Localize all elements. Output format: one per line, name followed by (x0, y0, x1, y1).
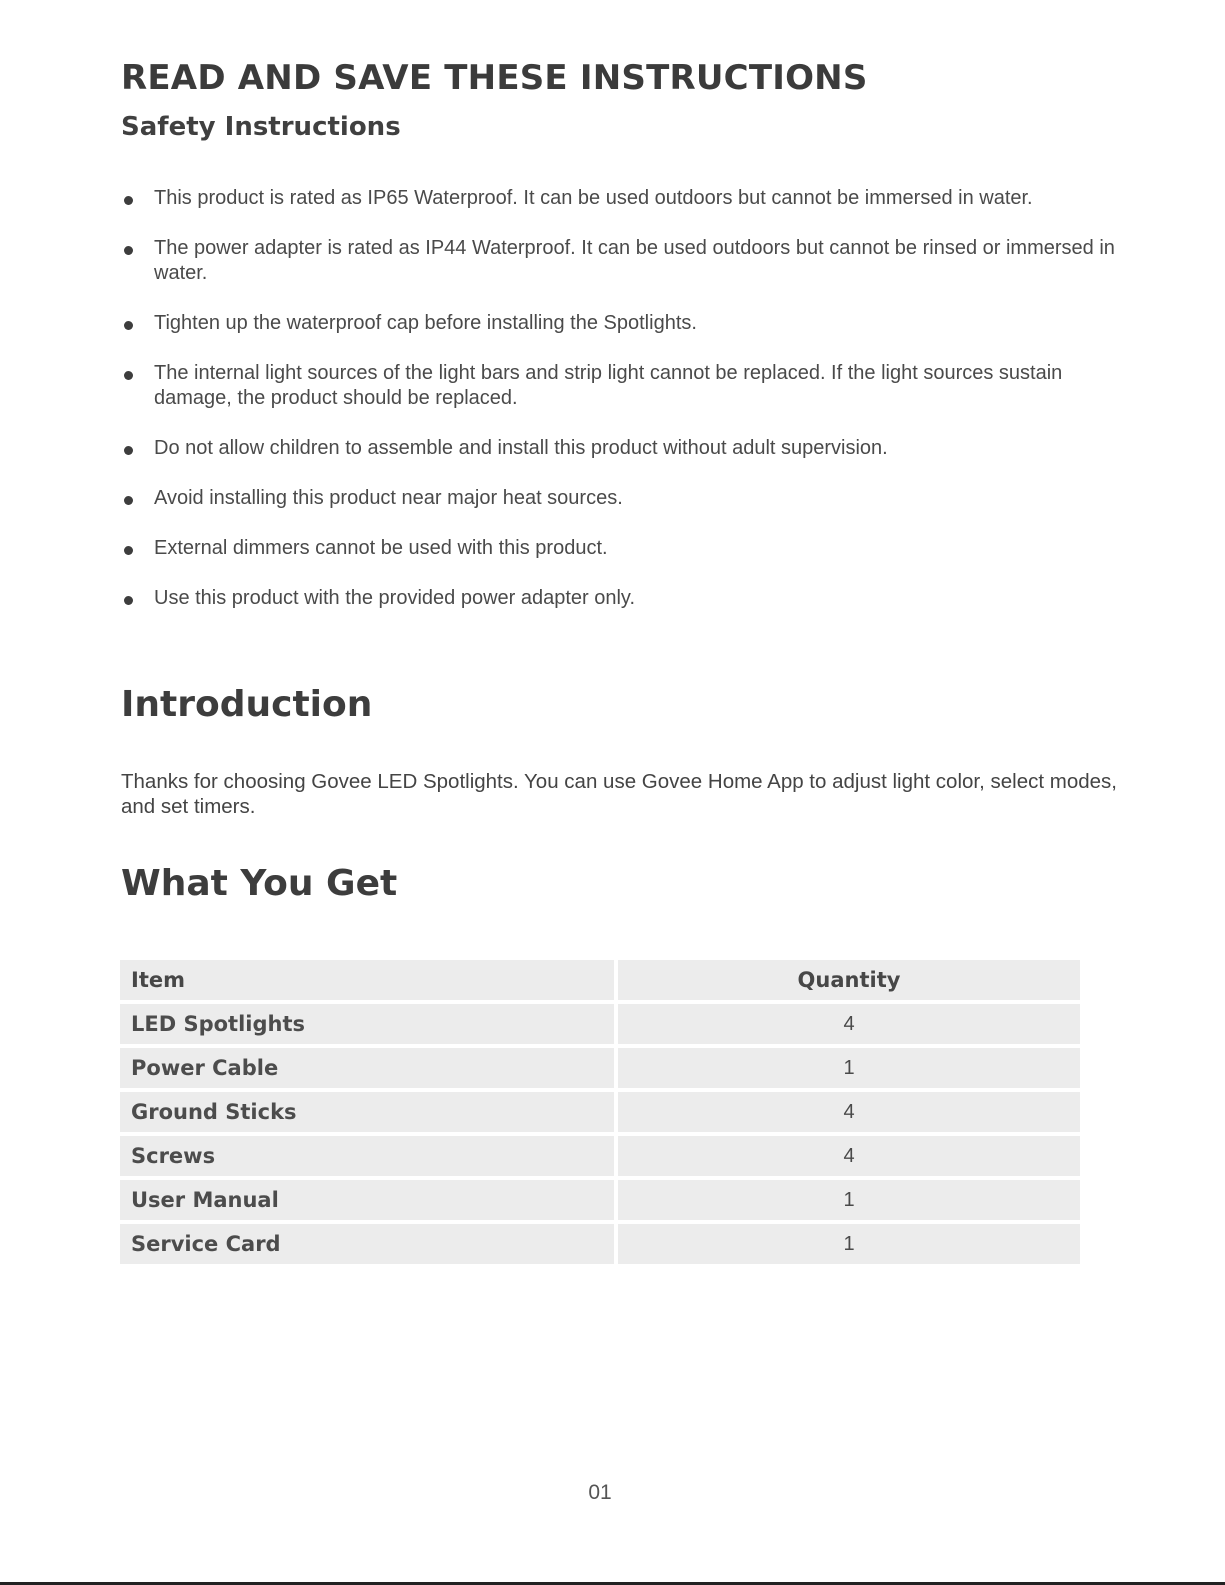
column-header-quantity: Quantity (618, 960, 1080, 1000)
safety-item (121, 361, 1131, 411)
item-quantity-cell: 1 (618, 1048, 1080, 1088)
safety-item-text: The internal light sources of the light bars and strip light cannot be replaced. If the light sources sustain damage, the product should be replaced. (154, 362, 1063, 409)
item-name-cell: LED Spotlights (120, 1004, 618, 1044)
safety-item-text: This product is rated as IP65 Waterproof. It can be used outdoors but cannot be immersed in water. (154, 187, 1033, 209)
safety-item (121, 586, 1131, 611)
table-row (120, 1136, 1080, 1176)
item-quantity-cell: 1 (618, 1180, 1080, 1220)
bullet-icon (124, 546, 133, 555)
item-name-cell: Power Cable (120, 1048, 618, 1088)
table-row (120, 1180, 1080, 1220)
safety-item (121, 311, 1131, 336)
what-you-get-heading: What You Get (121, 863, 398, 904)
safety-item (121, 536, 1131, 561)
safety-item (121, 236, 1131, 286)
table-row (120, 1004, 1080, 1044)
column-header-item: Item (120, 960, 618, 1000)
item-name-cell: Screws (120, 1136, 618, 1176)
item-quantity-cell: 4 (618, 1092, 1080, 1132)
safety-item-text: Do not allow children to assemble and install this product without adult supervision. (154, 437, 888, 459)
safety-item-text: Use this product with the provided power adapter only. (154, 587, 636, 609)
bullet-icon (124, 596, 133, 605)
safety-item (121, 486, 1131, 511)
safety-item-text: External dimmers cannot be used with this product. (154, 537, 608, 559)
item-name-cell: Service Card (120, 1224, 618, 1264)
safety-item-text: Tighten up the waterproof cap before installing the Spotlights. (154, 312, 697, 334)
item-quantity-cell: 4 (618, 1004, 1080, 1044)
introduction-text: Thanks for choosing Govee LED Spotlights. You can use Govee Home App to adjust light color, select modes, and set timers. (121, 770, 1117, 818)
bullet-icon (124, 371, 133, 380)
bullet-icon (124, 321, 133, 330)
table-row (120, 1048, 1080, 1088)
item-quantity-cell: 1 (618, 1224, 1080, 1264)
table-row (120, 1092, 1080, 1132)
bullet-icon (124, 446, 133, 455)
safety-item-text: The power adapter is rated as IP44 Waterproof. It can be used outdoors but cannot be rinsed or immersed in water. (154, 237, 1115, 284)
table-row (120, 1224, 1080, 1264)
introduction-heading: Introduction (121, 684, 373, 725)
safety-instructions-list (121, 186, 1131, 636)
bullet-icon (124, 246, 133, 255)
safety-item-text: Avoid installing this product near major heat sources. (154, 487, 623, 509)
page-number: 01 (588, 1481, 612, 1504)
table-header-row (120, 960, 1080, 1000)
safety-item (121, 436, 1131, 461)
item-name-cell: User Manual (120, 1180, 618, 1220)
package-contents-table (120, 956, 1080, 1268)
safety-instructions-heading: Safety Instructions (121, 112, 401, 142)
item-quantity-cell: 4 (618, 1136, 1080, 1176)
bullet-icon (124, 496, 133, 505)
item-name-cell: Ground Sticks (120, 1092, 618, 1132)
bullet-icon (124, 196, 133, 205)
safety-item (121, 186, 1131, 211)
page-title: READ AND SAVE THESE INSTRUCTIONS (121, 58, 868, 98)
